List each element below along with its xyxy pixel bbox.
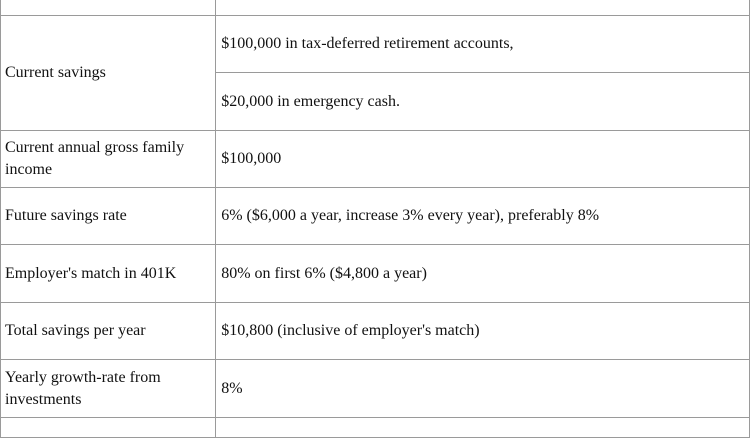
row-value: $20,000 in emergency cash. (216, 73, 750, 131)
row-label: Current savings (1, 16, 216, 131)
table-row (1, 16, 750, 73)
row-value: 8% (216, 360, 750, 418)
row-value (216, 418, 750, 438)
table-row (1, 245, 750, 303)
row-value: $100,000 in tax-deferred retirement accounts, (216, 16, 750, 73)
row-value (216, 0, 750, 16)
row-label (1, 418, 216, 438)
table-row (1, 188, 750, 245)
table-row (1, 131, 750, 188)
row-label: Total savings per year (1, 303, 216, 360)
table-row (1, 303, 750, 360)
row-value: 6% ($6,000 a year, increase 3% every year), preferably 8% (216, 188, 750, 245)
row-value: $10,800 (inclusive of employer's match) (216, 303, 750, 360)
row-label: Yearly growth-rate from investments (1, 360, 216, 418)
row-value: 80% on first 6% ($4,800 a year) (216, 245, 750, 303)
row-label: Current annual gross family income (1, 131, 216, 188)
table-row (1, 418, 750, 438)
row-value: $100,000 (216, 131, 750, 188)
table-row (1, 360, 750, 418)
row-label (1, 0, 216, 16)
table-row (1, 0, 750, 16)
row-label: Future savings rate (1, 188, 216, 245)
row-label: Employer's match in 401K (1, 245, 216, 303)
